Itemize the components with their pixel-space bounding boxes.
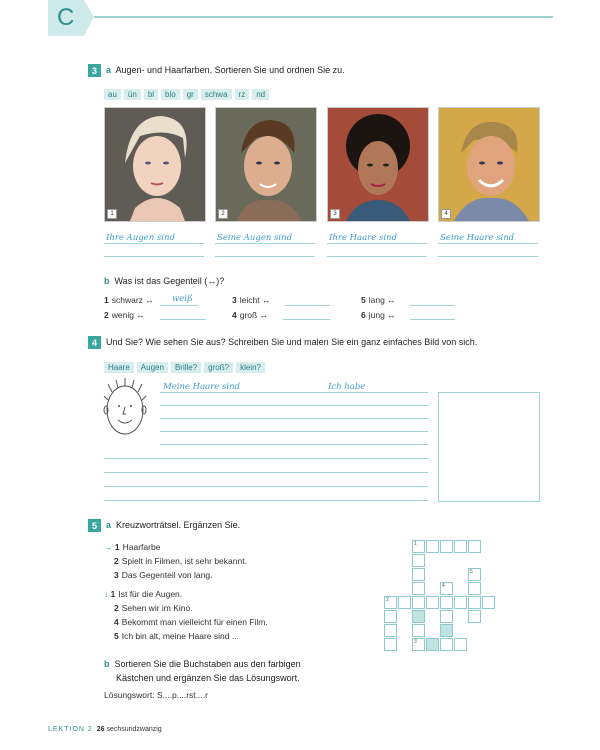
portrait-photo-2 (215, 107, 317, 222)
crossword-cell[interactable] (412, 624, 425, 637)
clue-down-1: ↓ 1 Ist für die Augen. (104, 589, 183, 599)
exercise-3-badge: 3 (88, 64, 101, 77)
crossword-cell[interactable] (412, 582, 425, 595)
clue-down-4: 4 Bekommt man vielleicht für einen Film. (114, 617, 268, 627)
opposite-item-4: 4 groß ↔ (232, 310, 269, 320)
chip: nd (252, 89, 269, 100)
writing-line (160, 418, 428, 419)
crossword-cell[interactable] (468, 596, 481, 609)
photo-number: 2 (218, 209, 228, 219)
crossword-cell[interactable] (440, 638, 453, 651)
answer-line (438, 256, 538, 257)
section-letter: C (57, 4, 75, 31)
answer-line (410, 319, 455, 320)
crossword-cell[interactable] (412, 568, 425, 581)
chip: Brille? (171, 362, 201, 373)
exercise-4-instruction: Und Sie? Wie sehen Sie aus? Schreiben Sie und malen Sie ein ganz einfaches Bild von sich. (106, 337, 478, 347)
crossword-number: 3 (414, 639, 417, 645)
crossword-cell[interactable] (454, 540, 467, 553)
clues-across (104, 540, 247, 582)
clues-down (104, 587, 268, 643)
chip: ün (124, 89, 141, 100)
chip-list-3a (104, 84, 272, 102)
clue-down-5: 5 Ich bin alt, meine Haare sind ... (114, 631, 239, 641)
crossword-cell[interactable] (468, 582, 481, 595)
chip: gr (183, 89, 198, 100)
crossword-cell[interactable] (454, 596, 467, 609)
chip: Augen (137, 362, 168, 373)
crossword-number: 1 (414, 541, 417, 547)
page-word: sechsundzwanzig (106, 726, 162, 733)
writing-line (104, 500, 428, 501)
crossword-cell[interactable] (384, 610, 397, 623)
crossword-number: 4 (442, 583, 445, 589)
crossword-cell[interactable] (440, 610, 453, 623)
chip: groß? (204, 362, 233, 373)
chip: blo (161, 89, 180, 100)
clue-across-1: → 1 Haarfarbe (104, 542, 161, 552)
chip: rz (235, 89, 250, 100)
crossword-cell[interactable] (440, 540, 453, 553)
answer-line (283, 319, 330, 320)
crossword-grid (384, 540, 500, 656)
answer-line (215, 256, 315, 257)
exercise-5a-instruction: a Kreuzworträtsel. Ergänzen Sie. (106, 520, 241, 530)
drawing-box (438, 392, 540, 502)
crossword-cell[interactable] (468, 540, 481, 553)
writing-starter-1: Meine Haare sind (163, 382, 240, 392)
crossword-cell[interactable] (384, 638, 397, 651)
writing-line (160, 444, 428, 445)
chip: bl (144, 89, 158, 100)
portrait-photo-3 (327, 107, 429, 222)
opposite-item-3: 3 leicht ↔ (232, 295, 271, 305)
photo-caption-4: Seine Haare sind (440, 233, 515, 243)
solution-word: Lösungswort: S....p....rst....r (104, 690, 208, 700)
opposite-item-6: 6 jung ↔ (361, 310, 396, 320)
answer-line (104, 243, 204, 244)
writing-line (104, 458, 428, 459)
chip: klein? (236, 362, 265, 373)
crossword-cell-highlighted[interactable] (426, 638, 439, 651)
lesson-label: LEKTION 2 (48, 726, 93, 733)
writing-line (104, 486, 428, 487)
crossword-cell[interactable] (454, 638, 467, 651)
writing-line (160, 405, 428, 406)
exercise-5-badge: 5 (88, 519, 101, 532)
opposite-answer-1: weiß (172, 294, 193, 304)
clue-across-3: 3 Das Gegenteil von lang. (114, 570, 213, 580)
chip: schwa (201, 89, 232, 100)
chip: Haare (104, 362, 134, 373)
photo-number: 3 (330, 209, 340, 219)
crossword-cell[interactable] (426, 540, 439, 553)
answer-line (285, 305, 330, 306)
exercise-3a-instruction: a Augen- und Haarfarben. Sortieren Sie und ordnen Sie zu. (106, 65, 345, 75)
answer-line (438, 243, 538, 244)
face-sketch-drawing (100, 376, 150, 442)
crossword-number: 2 (386, 597, 389, 603)
chip-list-4 (104, 357, 268, 375)
answer-line (410, 305, 455, 306)
writing-line (160, 392, 428, 393)
crossword-cell-highlighted[interactable] (440, 624, 453, 637)
answer-line (160, 319, 206, 320)
answer-line (160, 305, 198, 306)
crossword-cell[interactable] (440, 596, 453, 609)
exercise-3b-instruction: b Was ist das Gegenteil (↔)? (104, 276, 225, 286)
crossword-cell[interactable] (426, 596, 439, 609)
photo-caption-2: Seine Augen sind (217, 233, 293, 243)
crossword-number: 5 (470, 569, 473, 575)
answer-line (104, 256, 204, 257)
answer-line (327, 243, 427, 244)
crossword-cell[interactable] (482, 596, 495, 609)
crossword-cell-highlighted[interactable] (412, 610, 425, 623)
exercise-5b-instruction: b Sortieren Sie die Buchstaben aus den farbigen Kästchen und ergänzen Sie das Lösungswort. (104, 659, 301, 683)
photo-caption-1: Ihre Augen sind (106, 233, 175, 243)
crossword-cell[interactable] (398, 596, 411, 609)
crossword-cell[interactable] (412, 554, 425, 567)
crossword-cell[interactable] (468, 610, 481, 623)
crossword-cell[interactable] (412, 596, 425, 609)
crossword-cell[interactable] (384, 624, 397, 637)
photo-number: 4 (441, 209, 451, 219)
writing-line (104, 472, 428, 473)
writing-starter-2: Ich habe (328, 382, 366, 392)
clue-across-2: 2 Spielt in Filmen, ist sehr bekannt. (114, 556, 247, 566)
clue-down-2: 2 Sehen wir im Kino. (114, 603, 193, 613)
opposite-item-1: 1 schwarz ↔ (104, 295, 154, 305)
answer-line (327, 256, 427, 257)
exercise-4-badge: 4 (88, 336, 101, 349)
opposite-item-2: 2 wenig ↔ (104, 310, 145, 320)
opposite-item-5: 5 lang ↔ (361, 295, 396, 305)
writing-line (160, 431, 428, 432)
footer (48, 726, 162, 733)
answer-line (215, 243, 315, 244)
photo-number: 1 (107, 209, 117, 219)
portrait-photo-4 (438, 107, 540, 222)
chip: au (104, 89, 121, 100)
page-number: 26 (96, 726, 105, 733)
section-header (48, 0, 598, 40)
photo-caption-3: Ihre Haare sind (329, 233, 397, 243)
portrait-photo-1 (104, 107, 206, 222)
